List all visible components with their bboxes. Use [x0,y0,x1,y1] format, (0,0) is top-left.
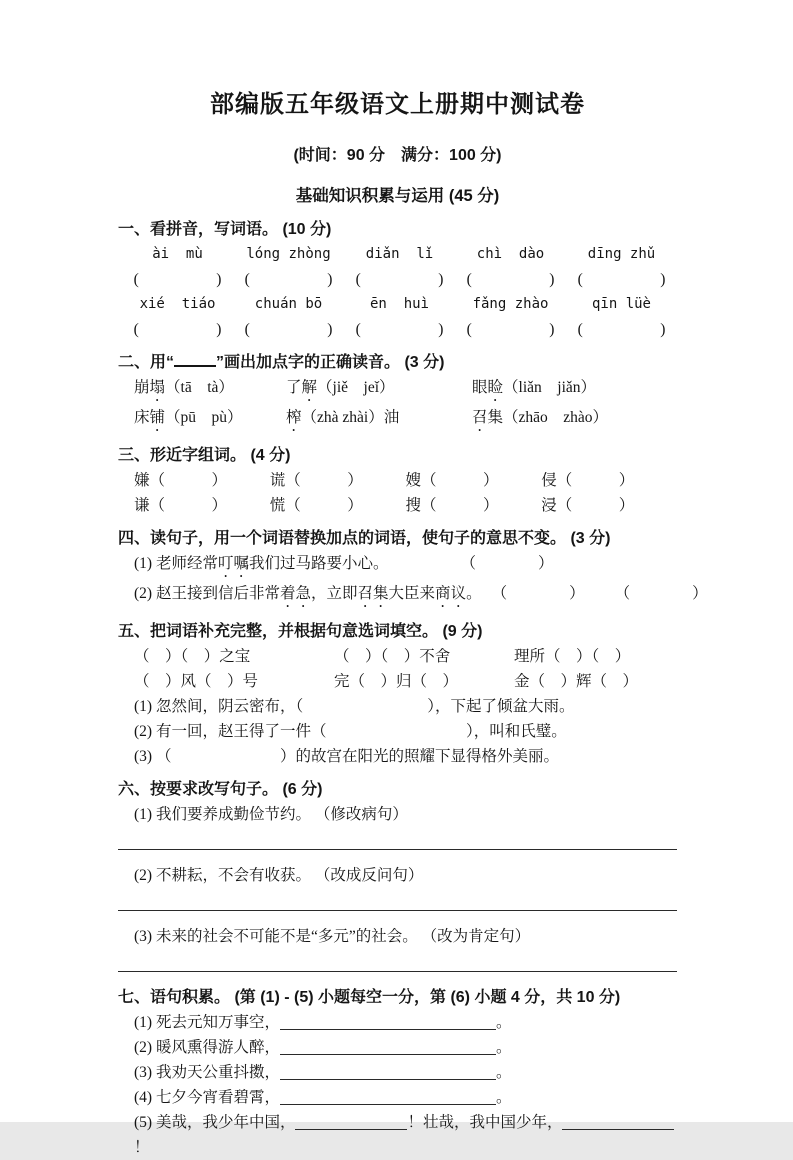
q6-item-1: (1) 我们要养成勤俭节约。 （修改病句） [134,806,408,823]
dotted-word-choice: 崩塌（tā tà） [134,379,234,396]
char-blank-cell: 谎（ ） [269,472,363,489]
char-blank-cell: 嫂（ ） [405,472,499,489]
q2-heading-prefix: 二、用“ [118,354,175,371]
section-heading: 基础知识积累与运用 (45 分) [295,187,500,205]
verse-punctuation: 。 [495,1064,512,1081]
inline-underline-blank [174,365,216,367]
q5-heading: 五、把词语补充完整，并根据句意选词填空。 (9 分) [118,623,483,640]
q3-heading: 三、形近字组词。 (4 分) [118,447,291,464]
q4-item-1 [118,551,677,581]
char-blank-cell: 嫌（ ） [134,472,228,489]
dotted-word-choice: 床铺（pū pù） [134,409,243,426]
answer-write-line [118,888,677,911]
q2-heading-suffix: ”画出加点字的正确读音。 (3 分) [216,354,445,371]
q2-heading [118,350,677,375]
verse-prompt: (1) 死去元知万事空， [134,1014,280,1031]
answer-write-line [118,949,677,972]
answer-write-line [118,827,677,850]
idiom-completion-cell: （ ）（ ）不舍 [334,648,451,665]
pinyin-cell: qīn lüè [591,296,651,312]
dotted-word-choice: 了解（jiě jeǐ） [286,379,395,396]
verse-punctuation: 。 [495,1014,512,1031]
q3-row-2 [118,493,677,518]
answer-underline-blank [280,1079,496,1080]
q6-heading: 六、按要求改写句子。 (6 分) [118,781,323,798]
answer-paren-blank: ( ) [355,321,444,338]
q3-row-1 [118,468,677,493]
answer-paren-blank: ( ) [466,321,555,338]
idiom-completion-cell: 金（ ）辉（ ） [514,673,639,690]
pinyin-cell: diǎn lǐ [365,246,434,262]
q1-answer-row-1 [118,267,677,292]
answer-paren-blank: ( ) [355,271,444,288]
char-blank-cell: 搜（ ） [405,497,499,514]
pinyin-cell: fǎng zhào [472,296,549,312]
page-title: 部编版五年级语文上册期中测试卷 [210,92,585,118]
q7-item-5 [118,1110,677,1160]
dotted-word-choice: 召集（zhāo zhào） [472,409,609,426]
q5-item-3: (3) （ ）的故宫在阳光的照耀下显得格外美丽。 [134,748,559,765]
answer-underline-blank [562,1129,674,1130]
answer-paren-blank: ( ) [133,271,222,288]
verse-punctuation: 。 [495,1039,512,1056]
q7-item-4 [118,1085,677,1110]
q2-row-2 [118,405,677,435]
answer-paren-blank: （ ） [491,585,585,602]
verse-punctuation: ！ [134,1139,150,1156]
sentence-with-dots: (2) 赵王接到信后非常着急，立即召集大臣来商议。 [134,585,482,602]
answer-paren-blank: （ ） [614,585,708,602]
answer-paren-blank: ( ) [244,321,333,338]
idiom-completion-cell: 理所（ ）（ ） [514,648,631,665]
answer-paren-blank: ( ) [133,321,222,338]
q5-idiom-row-1 [118,644,677,669]
pinyin-cell: chuán bō [254,296,323,312]
q2-row-1 [118,375,677,405]
q1-pinyin-row-1 [118,242,677,267]
verse-prompt: ！壮哉，我中国少年， [407,1114,563,1131]
sentence-with-dots: (1) 老师经常叮嘱我们过马路要小心。 [134,555,389,572]
answer-paren-blank: ( ) [577,271,666,288]
dotted-word-choice: 眼睑（liǎn jiǎn） [472,379,597,396]
char-blank-cell: 谦（ ） [134,497,228,514]
answer-paren-blank: ( ) [244,271,333,288]
answer-paren-blank: （ ） [460,555,554,572]
idiom-completion-cell: （ ）（ ）之宝 [134,648,251,665]
q1-answer-row-2 [118,317,677,342]
char-blank-cell: 浸（ ） [541,497,635,514]
q5-item-1: (1) 忽然间，阴云密布，（ ），下起了倾盆大雨。 [134,698,575,715]
verse-prompt: (4) 七夕今宵看碧霄， [134,1089,280,1106]
pinyin-cell: dīng zhǔ [587,246,656,262]
verse-prompt: (5) 美哉，我少年中国， [134,1114,296,1131]
answer-underline-blank [280,1029,496,1030]
answer-paren-blank: ( ) [577,321,666,338]
q7-item-2 [118,1035,677,1060]
char-blank-cell: 慌（ ） [269,497,363,514]
q6-item-2: (2) 不耕耘，不会有收获。 （改成反问句） [134,867,424,884]
q6-item-3: (3) 未来的社会不可能不是“多元”的社会。 （改为肯定句） [134,928,531,945]
exam-meta: (时间：90 分 满分：100 分) [293,147,502,164]
answer-underline-blank [280,1104,496,1105]
q7-heading: 七、语句积累。 (第 (1) - (5) 小题每空一分，第 (6) 小题 4 分，共 10 分) [118,989,621,1006]
idiom-completion-cell: （ ）风（ ）号 [134,673,259,690]
pinyin-cell: chì dào [476,246,545,262]
pinyin-cell: xié tiáo [139,296,216,312]
dotted-word-choice: 榨（zhà zhài）油 [286,409,400,426]
q5-item-2: (2) 有一回，赵王得了一件（ ），叫和氏璧。 [134,723,567,740]
q4-item-2 [118,581,708,611]
answer-underline-blank [280,1054,496,1055]
q5-idiom-row-2 [118,669,677,694]
pinyin-cell: ài mù [152,246,203,262]
verse-prompt: (2) 暖风熏得游人醉， [134,1039,280,1056]
verse-prompt: (3) 我劝天公重抖擞， [134,1064,280,1081]
q4-heading: 四、读句子，用一个词语替换加点的词语，使句子的意思不变。 (3 分) [118,530,611,547]
q7-item-1 [118,1010,677,1035]
answer-paren-blank: ( ) [466,271,555,288]
answer-underline-blank [295,1129,407,1130]
verse-punctuation: 。 [495,1089,512,1106]
q1-heading: 一、看拼音，写词语。 (10 分) [118,221,332,238]
q1-pinyin-row-2 [118,292,677,317]
q7-item-3 [118,1060,677,1085]
pinyin-cell: ēn huì [369,296,429,312]
pinyin-cell: lóng zhòng [246,246,331,262]
char-blank-cell: 侵（ ） [541,472,635,489]
idiom-completion-cell: 完（ ）归（ ） [334,673,459,690]
